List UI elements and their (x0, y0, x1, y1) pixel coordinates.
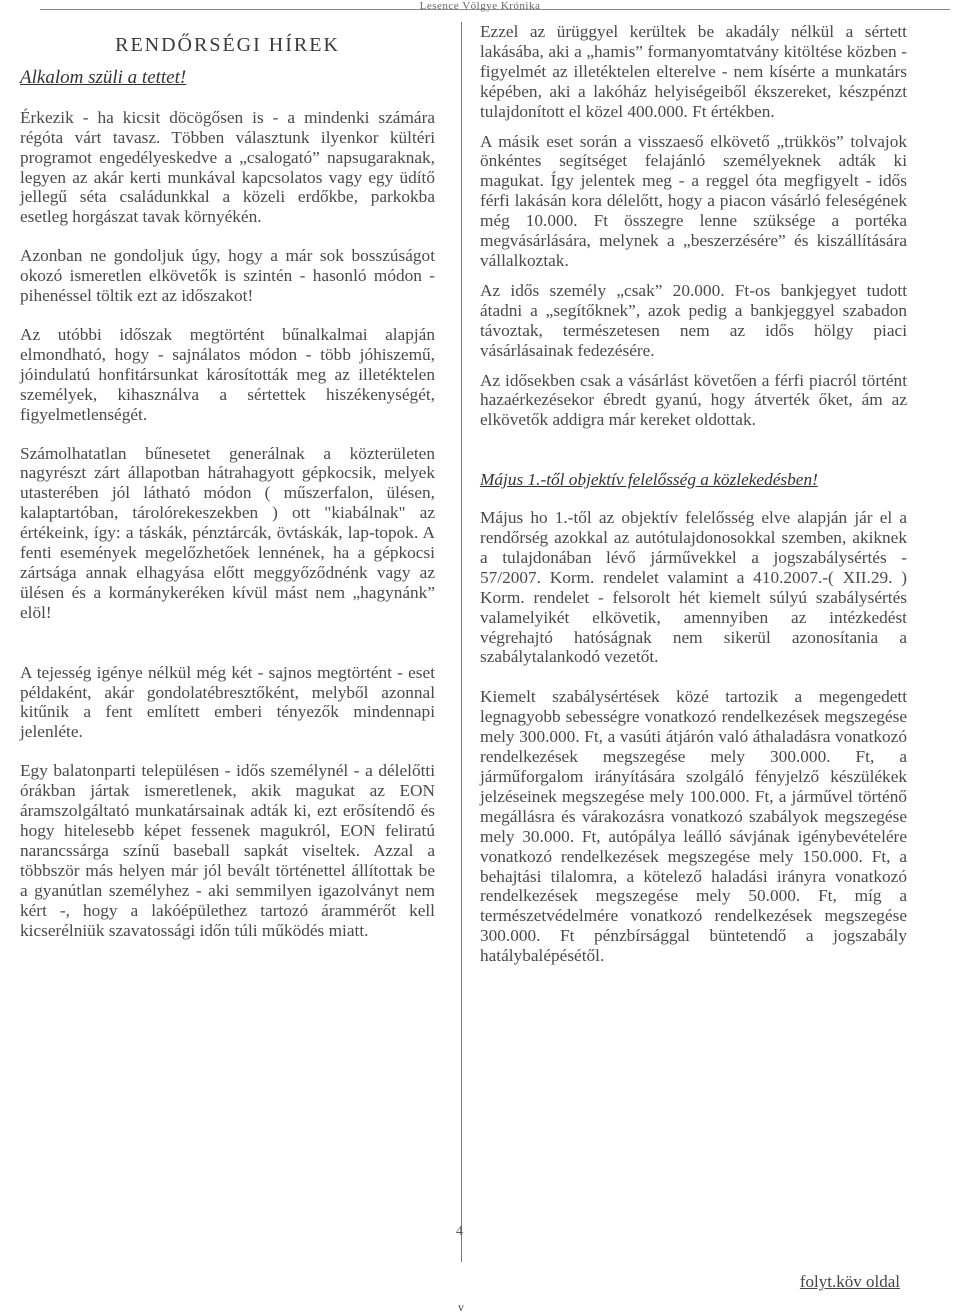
section-title: RENDŐRSÉGI HÍREK (115, 34, 340, 56)
paragraph: Az idős személy „csak” 20.000. Ft-os bankjegyet tudott átadni a „segítőknek”, azok pedig a bankjeggyel szabadon távoztak, természetesen nem az idős hölgy piaci vásárlásainak fedezésére. (480, 280, 907, 360)
page-marker: v (458, 1300, 464, 1314)
article-subhead: Alkalom szüli a tettet! (20, 66, 187, 88)
right-column (480, 22, 907, 1316)
paragraph: Egy balatonparti településen - idős személynél - a délelőtti órákban jártak ismeretlenek, akik magukat az EON áramszolgáltató munkatársainak adták ki, ezt erősítendő és hogy hitelesebb képet fessenek magukról, EON feliratú narancssárga színű baseball sapkát viseltek. Azzal a többször más helyen már jól bevált történettel állítottak be a gyanútlan személyhez - aki semmilyen igazolványt nem kért -, hogy a lakóépülethez tartozó árammérőt kell kicserélniük szavatossági időn túli működés miatt. (20, 761, 435, 940)
paragraph: Az idősekben csak a vásárlást követően a férfi piacról történt hazaérkezésekor ébredt gyanú, hogy átverték őket, ám az elkövetők addigra már kereket oldottak. (480, 370, 907, 430)
paragraph: A másik eset során a visszaeső elkövető „trükkös” tolvajok önkéntes segítséget felajánló személyeknek adták ki magukat. Így jelentek meg - a reggel óta megfigyelt - idős férfi lakásán kora délelőtt, hogy a piacon vásárló feleségének még 10.000. Ft összegre lenne szüksége a portéka megvásárlására, melynek a „beszerzésére” és kiszállítására vállalkoztak. (480, 131, 907, 270)
left-column (20, 22, 435, 1316)
paragraph: Számolhatatlan bűnesetet generálnak a közterületen nagyrészt zárt állapotban hátrahagyott gépkocsik, melyek utasterében jól látható módon ( műszerfalon, ülésen, kalaptartóban, tárolórekeszekben ) ott "kiabálnak" az értékeink, így: a táskák, pénztárcák, övtáskák, lap-topok. A fenti események megelőzhetőek lennének, ha a gépkocsi zártsága annak elhagyása előtt meggyőződnénk vagy az ülésen és a kormánykeréken kívül mást nem „hagynánk” elöl! (20, 443, 435, 622)
paragraph: Azonban ne gondoljuk úgy, hogy a már sok bosszúságot okozó ismeretlen elkövetők is szintén - hasonló módon - pihenéssel töltik ezt az időszakot! (20, 246, 435, 306)
running-head: Lesence Völgye Krónika (419, 0, 541, 12)
article-subhead: Május 1.-től objektív felelősség a közlekedésben! (480, 470, 818, 490)
page-number: 4 (456, 1224, 463, 1239)
paragraph: Ezzel az ürüggyel kerültek be akadály nélkül a sértett lakásába, aki a „hamis” formanyomtatvány kitöltése közben - figyelmét az illetéktelen elterelve - nem kísérte a munkatárs képében, aki a lakóház helyiségeiből ékszereket, készpénzt tulajdonított el közel 400.000. Ft értékben. (480, 22, 907, 121)
paragraph: Kiemelt szabálysértések közé tartozik a megengedett legnagyobb sebességre vonatkozó rendelkezések megszegése mely 300.000. Ft, a vasúti átjárón való áthaladásra vonatkozó rendelkezések megszegése mely 300.000. Ft, a járműforgalom irányítására szolgáló fényjelző készülékek jelzéseinek megszegése mely 100.000. Ft, a járművel történő megállásra és várakozásra vonatkozó szabályok megszegése mely 30.000. Ft, autópálya leálló sávjának igénybevételére vonatkozó rendelkezések megszegése mely 150.000. Ft, a behajtási tilalomra, a kötelező haladási irányra vonatkozó rendelkezések megszegése mely 50.000. Ft, míg a természetvédelmére vonatkozó rendelkezések megszegése 300.000. Ft pénzbírsággal büntetendő a jogszabály hatálybalépésétől. (480, 687, 907, 966)
paragraph: Érkezik - ha kicsit döcögősen is - a mindenki számára régóta várt tavasz. Többen választunk ilyenkor kültéri programot engedélyeskedve a „csalogató” napsugaraknak, legyen az akár kerti munkával kapcsolatos vagy egy üdítő jellegű séta családunkkal a közeli erdőkbe, parkokba esetleg horgászat tavak környékén. (20, 107, 435, 227)
paragraph: Május ho 1.-től az objektív felelősség elve alapján jár el a rendőrség azokkal az autótulajdonosokkal szemben, akiknek a tulajdonában lévő járművekkel a jogszabálysértés - 57/2007. Korm. rendelet valamint a 410.2007.-( XII.29. ) Korm. rendelet - felsorolt hét kiemelt súlyú szabálysértés valamelyikét elkövetik, amennyiben az intézkedést végrehajtó hatóságnak nem sikerül azonosítania a szabálytalankodó vezetőt. (480, 508, 907, 667)
header-rule (40, 9, 950, 10)
column-divider (461, 22, 462, 1262)
continued-link[interactable]: folyt.köv oldal (799, 1272, 900, 1291)
paragraph: A tejesség igénye nélkül még két - sajnos megtörtént - eset példaként, akár gondolatébresztőként, melyből azonnal kitűnik a fent említett emberi tényezők mindennapi jelenléte. (20, 662, 435, 742)
paragraph: Az utóbbi időszak megtörtént bűnalkalmai alapján elmondható, hogy - sajnálatos módon - több jóhiszemű, jóindulatú honfitársunkat károsították meg az illetéktelen személyek, kihasználva a sértettek hiszékenységét, figyelmetlenségét. (20, 324, 435, 424)
